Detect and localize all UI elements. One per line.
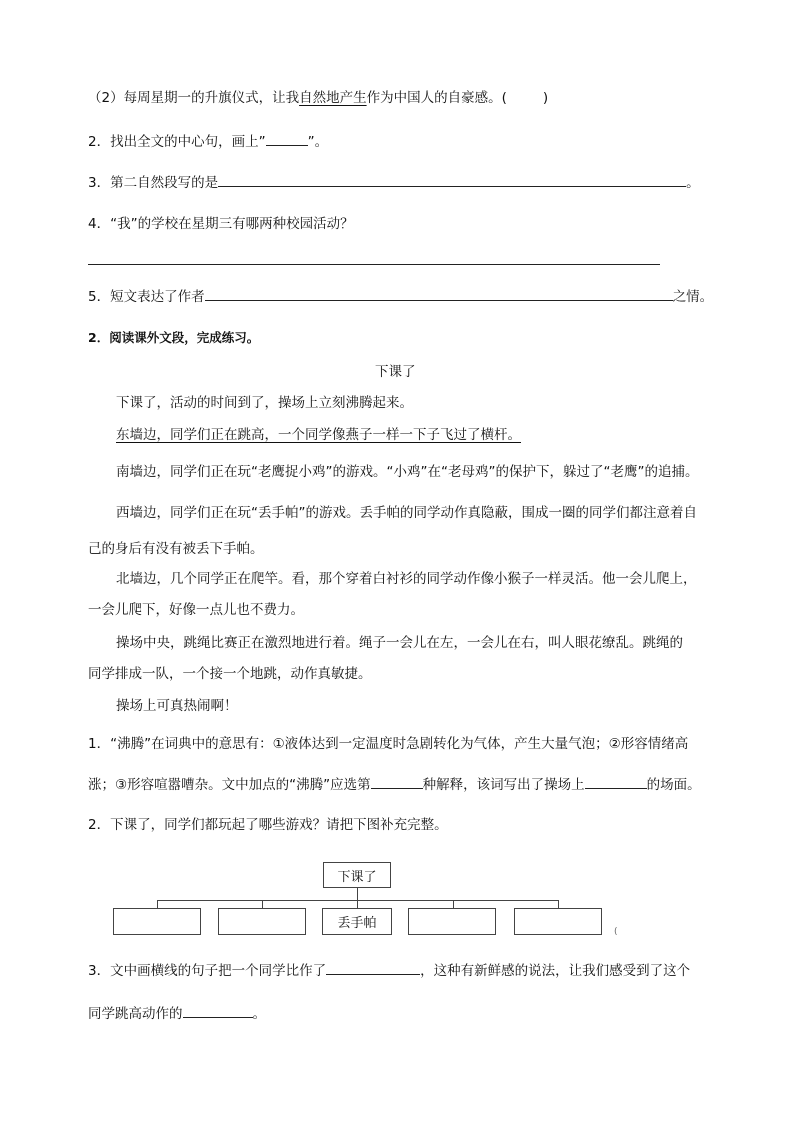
stray-mark: (: [614, 927, 618, 937]
question-4-activities: 4．“我”的学校在星期三有哪两种校园活动？: [88, 216, 354, 232]
diagram-connector: [558, 900, 559, 908]
diagram-answer-box-4[interactable]: [408, 908, 496, 935]
diagram-connector: [262, 900, 263, 908]
question-2-central-sentence: 2．找出全文的中心句，画上” ”。: [88, 131, 328, 152]
question-3-paragraph-two: 3．第二自然段写的是 。: [88, 172, 700, 193]
answer-blank[interactable]: [205, 286, 673, 301]
answer-line[interactable]: [88, 264, 660, 265]
diagram-answer-box-2[interactable]: [218, 908, 306, 935]
answer-blank[interactable]: [326, 960, 420, 975]
passage-question-1-line-2: 涨；③形容喧嚣嘈杂。文中加点的“沸腾”应选第 种解释，该词写出了操场上 的场面。: [88, 774, 701, 795]
passage-title: 下课了: [375, 364, 416, 380]
passage-paragraph-1: 下课了，活动的时间到了，操场上立刻沸腾起来。: [116, 395, 413, 411]
answer-blank[interactable]: [585, 774, 647, 789]
underlined-phrase: 自然地产生: [299, 90, 367, 106]
passage-paragraph-2-underlined: 东墙边，同学们正在跳高，一个同学像燕子一样一下子飞过了横杆。: [116, 427, 521, 443]
diagram-root-box: 下课了: [323, 862, 391, 888]
passage-paragraph-4-line-2: 己的身后有没有被丢下手帕。: [88, 541, 264, 557]
diagram-box-filled: 丢手帕: [322, 908, 392, 935]
passage-question-1-line-1: 1．“沸腾”在词典中的意思有：①液体达到一定温度时急剧转化为气体，产生大量气泡；②形容情绪高: [88, 736, 689, 752]
passage-paragraph-5-line-2: 一会儿爬下，好像一点儿也不费力。: [88, 602, 304, 618]
answer-blank[interactable]: [218, 172, 686, 187]
diagram-connector: [357, 900, 358, 908]
question-item-2-line: （2）每周星期一的升旗仪式，让我自然地产生作为中国人的自豪感。( ): [88, 90, 549, 106]
passage-paragraph-6-line-1: 操场中央，跳绳比赛正在激烈地进行着。绳子一会儿在左，一会儿在右，叫人眼花缭乱。跳绳的: [116, 635, 683, 651]
passage-paragraph-7: 操场上可真热闹啊！: [116, 698, 238, 714]
passage-paragraph-4-line-1: 西墙边，同学们正在玩“丢手帕”的游戏。丢手帕的同学动作真隐蔽，围成一圈的同学们都注意着自: [116, 505, 697, 521]
question-5-feeling: 5．短文表达了作者 之情。: [88, 286, 713, 307]
passage-paragraph-5-line-1: 北墙边，几个同学正在爬竿。看，那个穿着白衬衫的同学动作像小猴子一样灵活。他一会儿爬上，: [116, 571, 697, 587]
diagram-answer-box-5[interactable]: [514, 908, 602, 935]
passage-paragraph-3: 南墙边，同学们正在玩“老鹰捉小鸡”的游戏。“小鸡”在“老母鸡”的保护下，躲过了“老鹰”的追捕。: [116, 464, 699, 480]
passage-paragraph-6-line-2: 同学排成一队，一个接一个地跳，动作真敏捷。: [88, 666, 372, 682]
answer-blank[interactable]: [266, 131, 308, 146]
passage-question-3-line-2: 同学跳高动作的 。: [88, 1003, 266, 1024]
diagram-connector: [357, 888, 358, 900]
diagram-connector: [453, 900, 454, 908]
section-heading: 2．阅读课外文段，完成练习。: [88, 330, 260, 345]
diagram-answer-box-1[interactable]: [113, 908, 201, 935]
diagram-connector: [157, 900, 158, 908]
passage-question-2: 2．下课了，同学们都玩起了哪些游戏？请把下图补充完整。: [88, 817, 448, 833]
answer-blank[interactable]: [371, 774, 423, 789]
passage-question-3-line-1: 3．文中画横线的句子把一个同学比作了 ，这种有新鲜感的说法，让我们感受到了这个: [88, 960, 690, 981]
answer-blank[interactable]: [183, 1003, 253, 1018]
